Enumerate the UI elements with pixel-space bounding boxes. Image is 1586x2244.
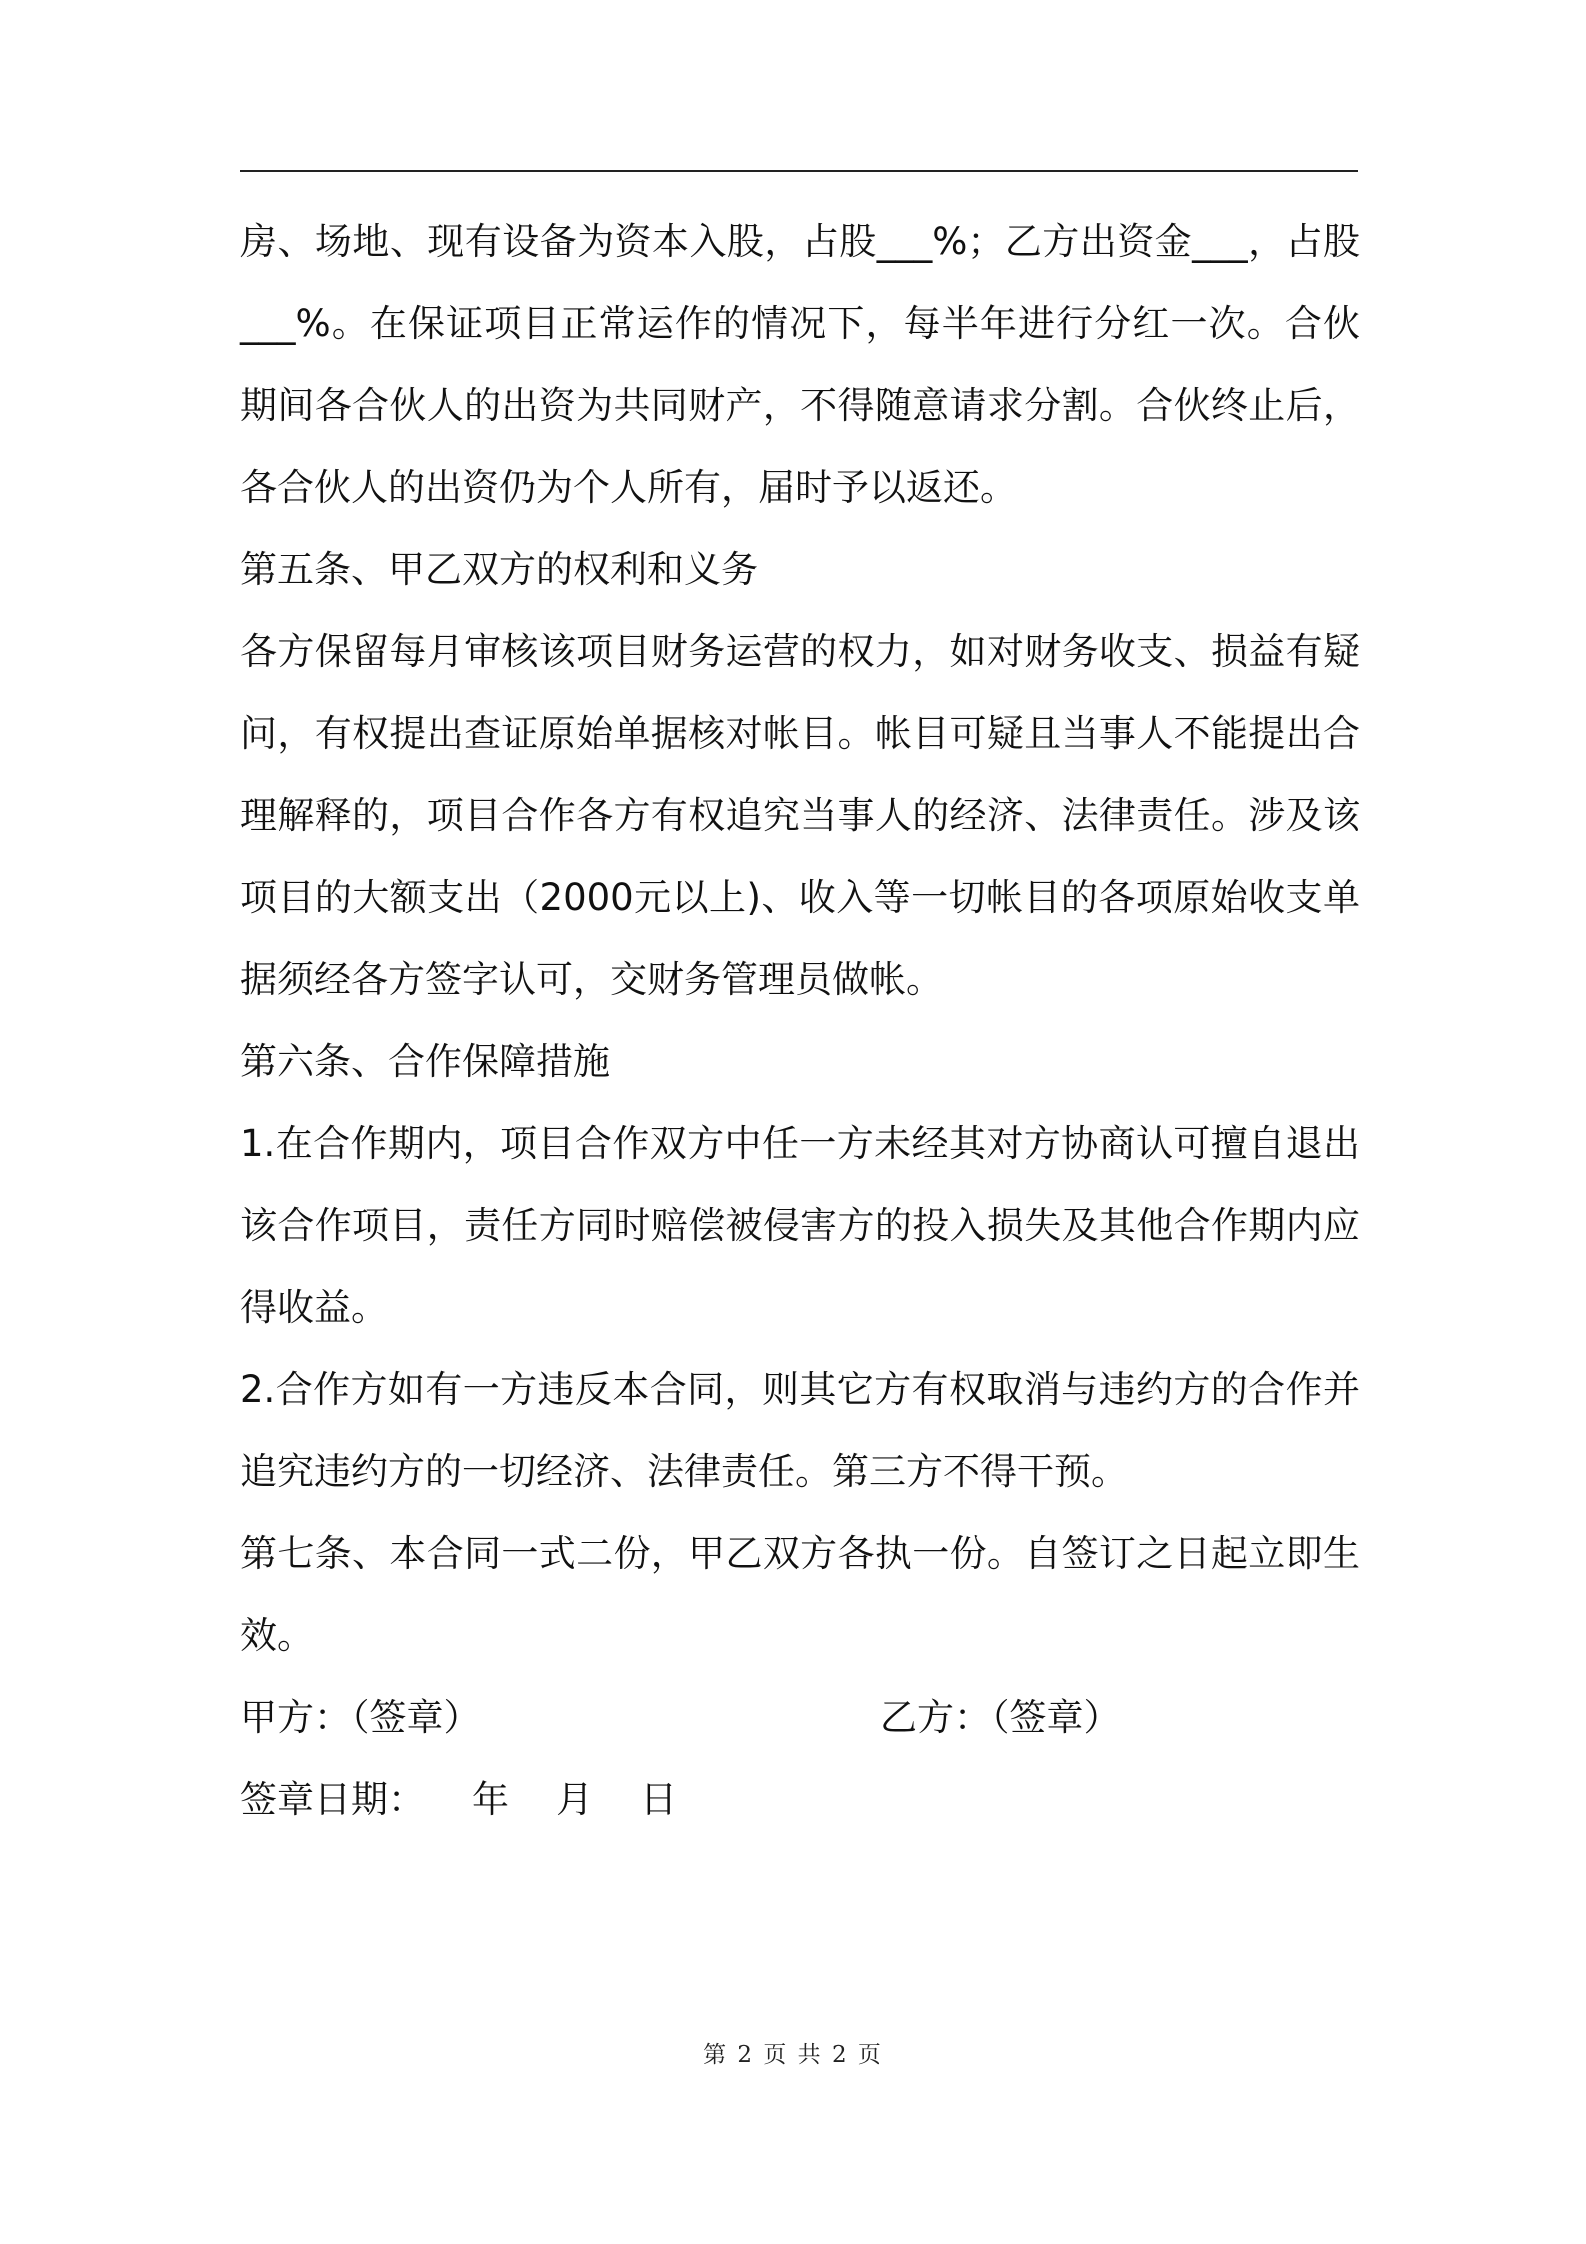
header-rule	[240, 170, 1358, 172]
paragraph-article-7: 第七条、本合同一式二份，甲乙双方各执一份。自签订之日起立即生效。	[240, 1532, 1360, 1657]
paragraph-guarantee-2: 2.合作方如有一方违反本合同，则其它方有权取消与违约方的合作并追究违约方的一切经济、法律责任。第三方不得干预。	[240, 1368, 1360, 1493]
party-b-signature: 乙方：（签章）	[880, 1696, 1121, 1739]
heading-article-6: 第六条、合作保障措施	[240, 1040, 610, 1083]
paragraph-audit-rights: 各方保留每月审核该项目财务运营的权力，如对财务收支、损益有疑问，有权提出查证原始单据核对帐目。帐目可疑且当事人不能提出合理解释的，项目合作各方有权追究当事人的经济、法律责任。涉及该项目的大额支出（2000元以上)、收入等一切帐目的各项原始收支单据须经各方签字认可，交财务管理员做帐。	[240, 630, 1360, 1001]
signature-date: 签章日期： 年 月 日	[240, 1778, 678, 1821]
signature-row	[240, 1677, 1360, 1759]
party-a-signature: 甲方：（签章）	[240, 1696, 481, 1739]
document-body	[240, 201, 1360, 1841]
paragraph-guarantee-1: 1.在合作期内，项目合作双方中任一方未经其对方协商认可擅自退出该合作项目，责任方同时赔偿被侵害方的投入损失及其他合作期内应得收益。	[240, 1122, 1360, 1329]
page-number-footer: 第 2 页 共 2 页	[703, 2042, 883, 2068]
heading-article-5: 第五条、甲乙双方的权利和义务	[240, 548, 758, 591]
paragraph-capital-contribution: 房、场地、现有设备为资本入股，占股___%；乙方出资金___，占股___%。在保证项目正常运作的情况下，每半年进行分红一次。合伙期间各合伙人的出资为共同财产，不得随意请求分割。合伙终止后，各合伙人的出资仍为个人所有，届时予以返还。	[240, 220, 1360, 509]
